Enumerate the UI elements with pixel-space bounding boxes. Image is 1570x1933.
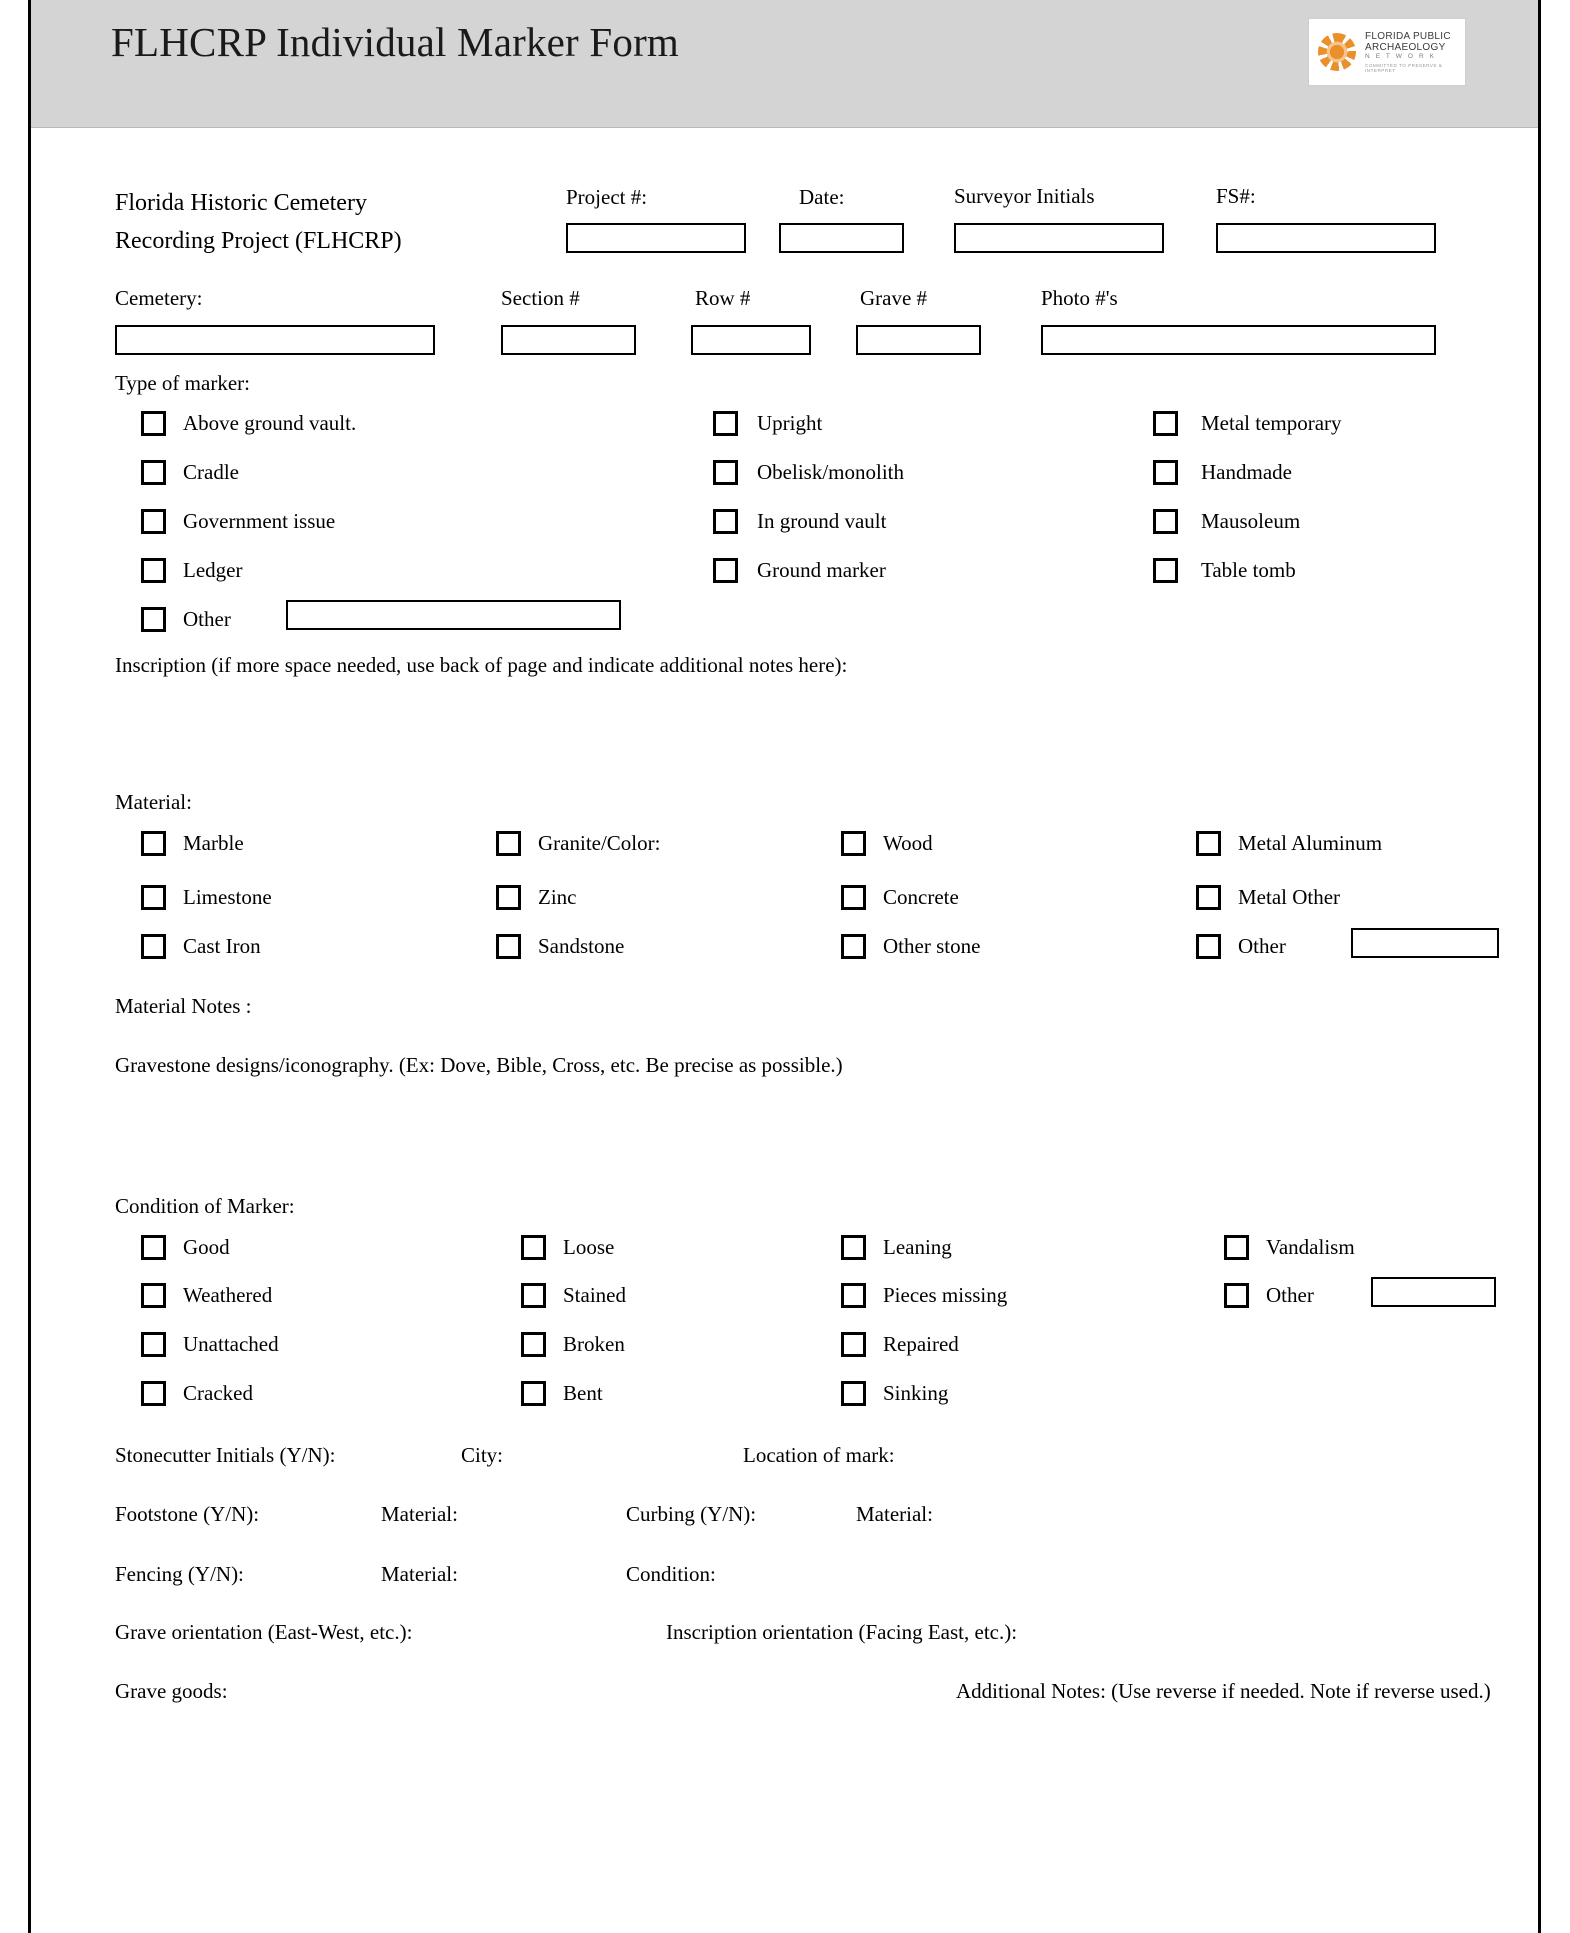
checkbox-bent[interactable] xyxy=(521,1381,546,1406)
section-number-label: Section # xyxy=(501,286,580,310)
location-of-mark-input[interactable] xyxy=(921,1443,1431,1469)
inscription-orientation-input[interactable] xyxy=(1061,1620,1431,1646)
label-in-ground-vault: In ground vault xyxy=(757,509,887,533)
checkbox-metal-other[interactable] xyxy=(1196,885,1221,910)
label-marker-type-other: Other xyxy=(183,607,231,631)
fencing-material-label: Material: xyxy=(381,1562,458,1586)
checkbox-ground-marker[interactable] xyxy=(713,558,738,583)
fencing-label: Fencing (Y/N): xyxy=(115,1562,244,1586)
additional-notes-label: Additional Notes: (Use reverse if needed. Note if reverse used.) xyxy=(956,1679,1491,1703)
label-sandstone: Sandstone xyxy=(538,934,625,958)
label-material-other: Other xyxy=(1238,934,1286,958)
location-of-mark-label: Location of mark: xyxy=(743,1443,895,1467)
photo-numbers-label: Photo #'s xyxy=(1041,286,1118,310)
label-metal-aluminum: Metal Aluminum xyxy=(1238,831,1383,855)
label-upright: Upright xyxy=(757,411,823,435)
city-label: City: xyxy=(461,1443,504,1467)
label-limestone: Limestone xyxy=(183,885,272,909)
checkbox-leaning[interactable] xyxy=(841,1235,866,1260)
footstone-material-label: Material: xyxy=(381,1502,458,1526)
grave-goods-label: Grave goods: xyxy=(115,1679,228,1703)
cemetery-label: Cemetery: xyxy=(115,286,203,310)
checkbox-good[interactable] xyxy=(141,1235,166,1260)
stonecutter-initials-label: Stonecutter Initials (Y/N): xyxy=(115,1443,336,1467)
date-label: Date: xyxy=(799,185,845,209)
project-number-input[interactable] xyxy=(566,223,746,253)
material-other-input[interactable] xyxy=(1351,928,1499,958)
label-ground-marker: Ground marker xyxy=(757,558,886,582)
sun-logo-icon xyxy=(1315,30,1359,74)
curbing-label: Curbing (Y/N): xyxy=(626,1502,757,1526)
label-wood: Wood xyxy=(883,831,933,855)
checkbox-other-stone[interactable] xyxy=(841,934,866,959)
footstone-material-input[interactable] xyxy=(496,1502,621,1528)
inscription-area[interactable] xyxy=(115,688,1435,818)
org-line-1: Florida Historic Cemetery xyxy=(115,190,367,216)
label-table-tomb: Table tomb xyxy=(1201,558,1296,582)
checkbox-stained[interactable] xyxy=(521,1283,546,1308)
row-number-input[interactable] xyxy=(691,325,811,355)
checkbox-condition-other[interactable] xyxy=(1224,1283,1249,1308)
checkbox-in-ground-vault[interactable] xyxy=(713,509,738,534)
label-above-ground-vault: Above ground vault. xyxy=(183,411,357,435)
checkbox-loose[interactable] xyxy=(521,1235,546,1260)
material-notes-input[interactable] xyxy=(331,994,1431,1024)
label-condition-other: Other xyxy=(1266,1283,1314,1307)
checkbox-limestone[interactable] xyxy=(141,885,166,910)
checkbox-granite[interactable] xyxy=(496,831,521,856)
surveyor-initials-input[interactable] xyxy=(954,223,1164,253)
label-government-issue: Government issue xyxy=(183,509,336,533)
checkbox-cast-iron[interactable] xyxy=(141,934,166,959)
date-input[interactable] xyxy=(779,223,904,253)
fencing-input[interactable] xyxy=(301,1562,356,1588)
grave-orientation-label: Grave orientation (East-West, etc.): xyxy=(115,1620,413,1644)
iconography-area[interactable] xyxy=(115,1088,1435,1213)
label-metal-other: Metal Other xyxy=(1238,885,1341,909)
logo-line-4: COMMITTED TO PRESERVE & INTERPRET xyxy=(1365,62,1443,73)
marker-type-heading: Type of marker: xyxy=(115,371,250,395)
condition-other-input[interactable] xyxy=(1371,1277,1496,1307)
label-bent: Bent xyxy=(563,1381,603,1405)
label-cast-iron: Cast Iron xyxy=(183,934,261,958)
curbing-material-label: Material: xyxy=(856,1502,933,1526)
checkbox-above-ground-vault[interactable] xyxy=(141,411,166,436)
checkbox-weathered[interactable] xyxy=(141,1283,166,1308)
condition-heading: Condition of Marker: xyxy=(115,1194,295,1218)
label-loose: Loose xyxy=(563,1235,615,1259)
fs-number-label: FS#: xyxy=(1216,184,1256,208)
fencing-condition-label: Condition: xyxy=(626,1562,716,1586)
checkbox-wood[interactable] xyxy=(841,831,866,856)
fencing-material-input[interactable] xyxy=(496,1562,621,1588)
checkbox-cradle[interactable] xyxy=(141,460,166,485)
photo-numbers-input[interactable] xyxy=(1041,325,1436,355)
label-obelisk-monolith: Obelisk/monolith xyxy=(757,460,904,484)
label-metal-temporary: Metal temporary xyxy=(1201,411,1342,435)
fencing-condition-input[interactable] xyxy=(746,1562,1431,1588)
cemetery-input[interactable] xyxy=(115,325,435,355)
checkbox-government-issue[interactable] xyxy=(141,509,166,534)
grave-goods-input[interactable] xyxy=(271,1679,751,1705)
grave-orientation-input[interactable] xyxy=(471,1620,656,1646)
material-heading: Material: xyxy=(115,790,192,814)
checkbox-handmade[interactable] xyxy=(1153,460,1178,485)
checkbox-vandalism[interactable] xyxy=(1224,1235,1249,1260)
label-weathered: Weathered xyxy=(183,1283,273,1307)
checkbox-ledger[interactable] xyxy=(141,558,166,583)
iconography-heading: Gravestone designs/iconography. (Ex: Dove, Bible, Cross, etc. Be precise as possible.) xyxy=(115,1053,843,1077)
logo-line-3: N E T W O R K xyxy=(1365,53,1437,61)
project-number-label: Project #: xyxy=(566,185,648,209)
label-unattached: Unattached xyxy=(183,1332,279,1356)
label-leaning: Leaning xyxy=(883,1235,952,1259)
label-concrete: Concrete xyxy=(883,885,959,909)
label-mausoleum: Mausoleum xyxy=(1201,509,1301,533)
checkbox-table-tomb[interactable] xyxy=(1153,558,1178,583)
page-title: FLHCRP Individual Marker Form xyxy=(111,19,680,65)
checkbox-sinking[interactable] xyxy=(841,1381,866,1406)
checkbox-unattached[interactable] xyxy=(141,1332,166,1357)
additional-notes-area[interactable] xyxy=(115,1718,1435,1898)
checkbox-upright[interactable] xyxy=(713,411,738,436)
label-other-stone: Other stone xyxy=(883,934,981,958)
label-zinc: Zinc xyxy=(538,885,577,909)
curbing-input[interactable] xyxy=(796,1502,856,1528)
checkbox-metal-temporary[interactable] xyxy=(1153,411,1178,436)
checkbox-repaired[interactable] xyxy=(841,1332,866,1357)
checkbox-broken[interactable] xyxy=(521,1332,546,1357)
label-cradle: Cradle xyxy=(183,460,239,484)
marker-type-other-input[interactable] xyxy=(286,600,621,630)
surveyor-initials-label: Surveyor Initials xyxy=(954,184,1095,208)
label-broken: Broken xyxy=(563,1332,625,1356)
checkbox-cracked[interactable] xyxy=(141,1381,166,1406)
form-sheet xyxy=(28,0,1541,1933)
logo-line-1: FLORIDA PUBLIC xyxy=(1365,31,1451,43)
fs-number-input[interactable] xyxy=(1216,223,1436,253)
checkbox-mausoleum[interactable] xyxy=(1153,509,1178,534)
material-notes-label: Material Notes : xyxy=(115,994,252,1018)
label-ledger: Ledger xyxy=(183,558,243,582)
footstone-label: Footstone (Y/N): xyxy=(115,1502,260,1526)
grave-number-label: Grave # xyxy=(860,286,928,310)
grave-number-input[interactable] xyxy=(856,325,981,355)
checkbox-obelisk-monolith[interactable] xyxy=(713,460,738,485)
label-pieces-missing: Pieces missing xyxy=(883,1283,1008,1307)
label-granite: Granite/Color: xyxy=(538,831,661,855)
section-number-input[interactable] xyxy=(501,325,636,355)
checkbox-marker-type-other[interactable] xyxy=(141,607,166,632)
checkbox-material-other[interactable] xyxy=(1196,934,1221,959)
checkbox-metal-aluminum[interactable] xyxy=(1196,831,1221,856)
row-number-label: Row # xyxy=(695,286,751,310)
footstone-input[interactable] xyxy=(316,1502,376,1528)
label-cracked: Cracked xyxy=(183,1381,253,1405)
label-sinking: Sinking xyxy=(883,1381,949,1405)
checkbox-sandstone[interactable] xyxy=(496,934,521,959)
checkbox-marble[interactable] xyxy=(141,831,166,856)
form-header xyxy=(31,0,1538,128)
city-input[interactable] xyxy=(531,1443,721,1469)
label-marble: Marble xyxy=(183,831,244,855)
inscription-heading: Inscription (if more space needed, use back of page and indicate additional notes here): xyxy=(115,653,848,677)
logo-line-2: ARCHAEOLOGY xyxy=(1365,42,1446,54)
checkbox-zinc[interactable] xyxy=(496,885,521,910)
curbing-material-input[interactable] xyxy=(971,1502,1431,1528)
label-vandalism: Vandalism xyxy=(1266,1235,1355,1259)
label-good: Good xyxy=(183,1235,230,1259)
org-line-2: Recording Project (FLHCRP) xyxy=(115,228,402,254)
fpan-logo xyxy=(1308,18,1466,86)
checkbox-pieces-missing[interactable] xyxy=(841,1283,866,1308)
stonecutter-initials-input[interactable] xyxy=(396,1443,456,1469)
inscription-orientation-label: Inscription orientation (Facing East, etc.): xyxy=(666,1620,1018,1644)
checkbox-concrete[interactable] xyxy=(841,885,866,910)
label-repaired: Repaired xyxy=(883,1332,959,1356)
label-stained: Stained xyxy=(563,1283,626,1307)
label-handmade: Handmade xyxy=(1201,460,1292,484)
